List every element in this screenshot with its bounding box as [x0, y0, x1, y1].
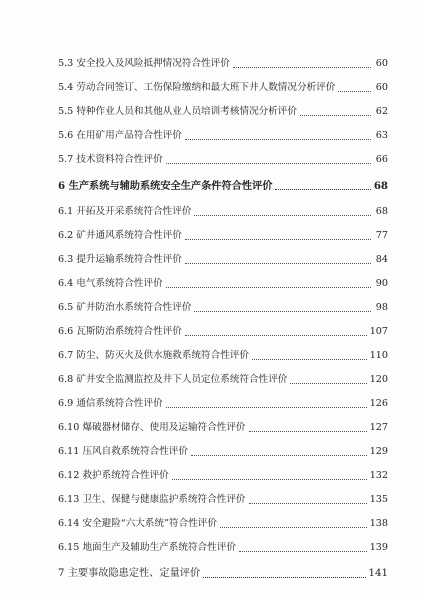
- dot-leader: [166, 163, 371, 164]
- dot-leader: [338, 91, 371, 92]
- toc-entry-label: 6.5 矿井防治水系统符合性评价: [58, 302, 192, 313]
- toc-entry-label: 5.3 安全投入及风险抵押情况符合性评价: [58, 58, 230, 69]
- toc-page-number: 84: [375, 254, 388, 265]
- toc-entry-label: 6.6 瓦斯防治系统符合性评价: [58, 326, 182, 337]
- toc-page-number: 135: [369, 494, 388, 505]
- toc-entry-label: 5.7 技术资料符合性评价: [58, 154, 163, 165]
- toc-page-number: 60: [375, 82, 388, 93]
- toc-entry-6-15[interactable]: [58, 540, 388, 556]
- toc-entry-label: 6.12 救护系统符合性评价: [58, 470, 169, 481]
- toc-entry-label: 6.1 开拓及开采系统符合性评价: [58, 206, 192, 217]
- dot-leader: [191, 455, 367, 456]
- toc-entry-label: 6.10 爆破器材储存、使用及运输符合性评价: [58, 422, 246, 433]
- toc-page-number: 120: [369, 374, 388, 385]
- toc-entry-6-2[interactable]: [58, 228, 388, 244]
- dot-leader: [185, 239, 371, 240]
- dot-leader: [194, 215, 371, 216]
- toc-entry-6-10[interactable]: [58, 420, 388, 436]
- toc-page-number: 60: [375, 58, 388, 69]
- toc-chapter-7[interactable]: [58, 566, 388, 582]
- toc-entry-label: 6.7 防尘、防灭火及供水施救系统符合性评价: [58, 350, 250, 361]
- toc-entry-5-6[interactable]: [58, 128, 388, 144]
- toc-entry-label: 5.6 在用矿用产品符合性评价: [58, 130, 182, 141]
- toc-entry-6-6[interactable]: [58, 324, 388, 340]
- dot-leader: [185, 139, 371, 140]
- toc-entry-5-7[interactable]: [58, 152, 388, 168]
- toc-page-number: 107: [369, 326, 388, 337]
- dot-leader: [203, 577, 365, 578]
- toc-page-number: 68: [373, 180, 388, 192]
- toc-chapter-6[interactable]: [58, 178, 388, 194]
- toc-page-number: 139: [369, 542, 388, 553]
- toc-entry-label: 5.5 特种作业人员和其他从业人员培训考核情况分析评价: [58, 106, 297, 117]
- toc-entry-6-12[interactable]: [58, 468, 388, 484]
- toc-entry-5-4[interactable]: [58, 80, 388, 96]
- dot-leader: [233, 67, 371, 68]
- toc-entry-label: 6.9 通信系统符合性评价: [58, 398, 163, 409]
- dot-leader: [249, 503, 367, 504]
- dot-leader: [185, 263, 371, 264]
- toc-entry-6-4[interactable]: [58, 276, 388, 292]
- toc-page-number: 141: [368, 568, 388, 579]
- toc-entry-6-8[interactable]: [58, 372, 388, 388]
- toc-page-number: 63: [375, 130, 388, 141]
- toc-entry-label: 7 主要事故隐患定性、定量评价: [58, 568, 201, 579]
- dot-leader: [185, 335, 367, 336]
- toc-page-number: 110: [369, 350, 388, 361]
- toc-page-number: 138: [369, 518, 388, 529]
- toc-entry-5-5[interactable]: [58, 104, 388, 120]
- toc-entry-6-3[interactable]: [58, 252, 388, 268]
- toc-entry-6-5[interactable]: [58, 300, 388, 316]
- toc-entry-5-3[interactable]: [58, 56, 388, 72]
- toc-page-number: 62: [375, 106, 388, 117]
- toc-entry-label: 6.3 提升运输系统符合性评价: [58, 254, 182, 265]
- dot-leader: [166, 407, 367, 408]
- toc-page-number: 98: [375, 302, 388, 313]
- toc-page-number: 66: [375, 154, 388, 165]
- toc-entry-label: 5.4 劳动合同签订、工伤保险缴纳和最大班下井人数情况分析评价: [58, 82, 336, 93]
- dot-leader: [300, 115, 371, 116]
- toc-page-number: 90: [375, 278, 388, 289]
- toc-page-number: 77: [375, 230, 388, 241]
- toc-page-number: 68: [375, 206, 388, 217]
- toc-entry-label: 6.11 压风自救系统符合性评价: [58, 446, 188, 457]
- toc-entry-label: 6.4 电气系统符合性评价: [58, 278, 163, 289]
- toc-entry-label: 6.2 矿井通风系统符合性评价: [58, 230, 182, 241]
- dot-leader: [239, 551, 367, 552]
- toc-entry-label: 6 生产系统与辅助系统安全生产条件符合性评价: [58, 180, 273, 192]
- toc-page-number: 132: [369, 470, 388, 481]
- toc-page-number: 127: [369, 422, 388, 433]
- toc-entry-6-9[interactable]: [58, 396, 388, 412]
- dot-leader: [252, 359, 367, 360]
- toc-entry-6-13[interactable]: [58, 492, 388, 508]
- dot-leader: [220, 527, 367, 528]
- toc-page-number: 129: [369, 446, 388, 457]
- toc-entry-label: 6.8 矿井安全监测监控及井下人员定位系统符合性评价: [58, 374, 288, 385]
- dot-leader: [249, 431, 367, 432]
- toc-entry-label: 6.15 地面生产及辅助生产系统符合性评价: [58, 542, 236, 553]
- toc-entry-6-11[interactable]: [58, 444, 388, 460]
- toc-entry-label: 6.14 安全避险“六大系统”符合性评价: [58, 518, 217, 529]
- dot-leader: [172, 479, 367, 480]
- toc-entry-6-14[interactable]: [58, 516, 388, 532]
- dot-leader: [166, 287, 371, 288]
- toc-entry-6-7[interactable]: [58, 348, 388, 364]
- toc-entry-label: 6.13 卫生、保健与健康监护系统符合性评价: [58, 494, 246, 505]
- toc-page-number: 126: [369, 398, 388, 409]
- dot-leader: [275, 189, 370, 190]
- toc-entry-6-1[interactable]: [58, 204, 388, 220]
- dot-leader: [194, 311, 371, 312]
- dot-leader: [290, 383, 366, 384]
